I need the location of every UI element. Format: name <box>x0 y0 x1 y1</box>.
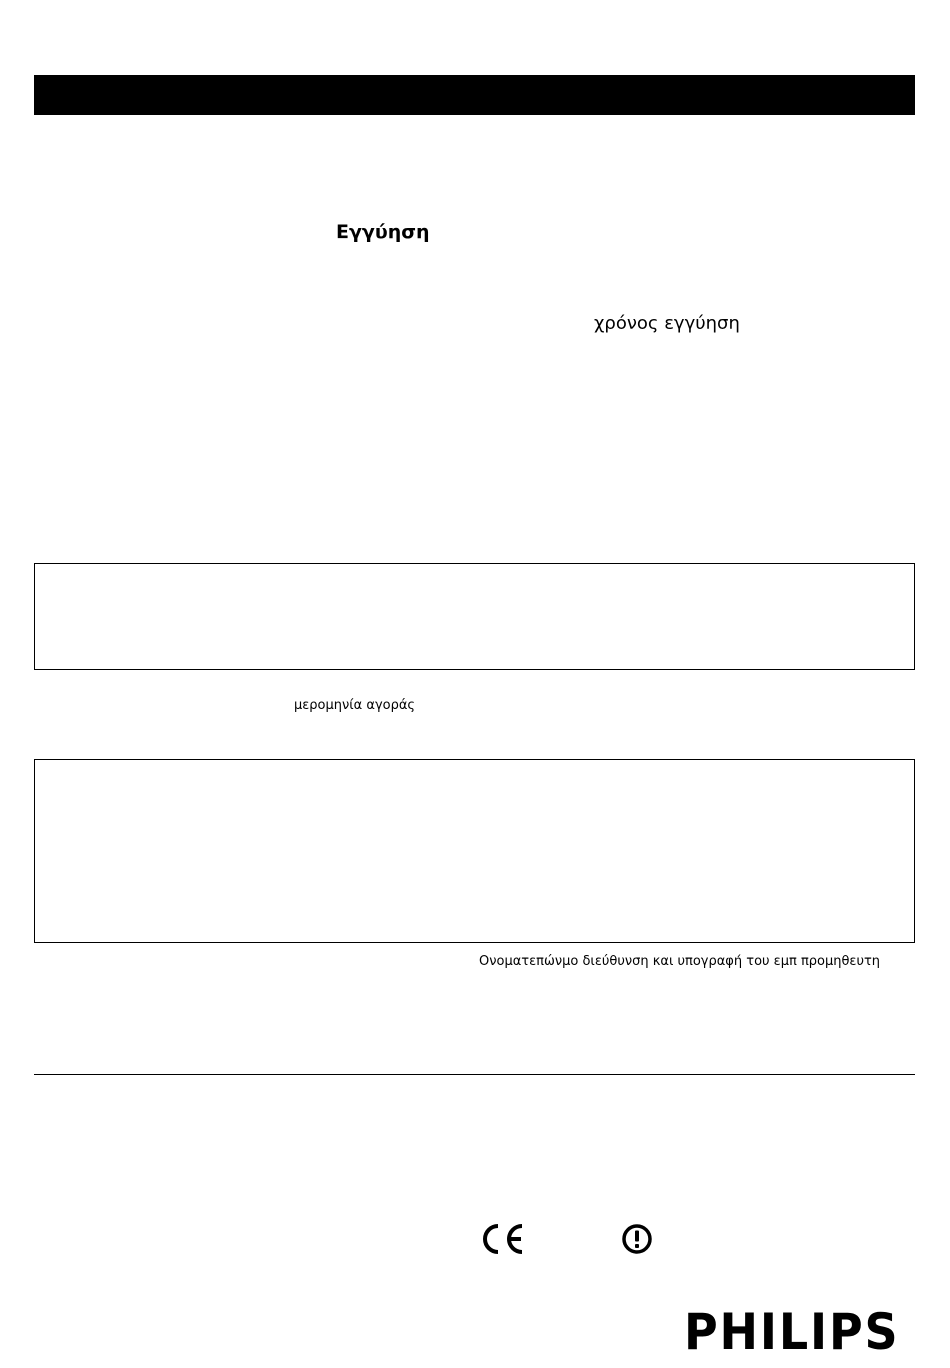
philips-logo: PHILIPS <box>684 1303 900 1361</box>
document-title: Εγγύηση <box>336 221 430 243</box>
dealer-signature-label: Ονοματεπώνμο διεύθυνση και υπογραφή του εμπ προμηθευτη <box>479 954 881 969</box>
purchase-date-label: μερομηνία αγοράς <box>294 698 416 713</box>
divider-line <box>34 1074 915 1075</box>
header-bar <box>34 75 915 115</box>
product-details-box <box>34 563 915 670</box>
dealer-stamp-box <box>34 759 915 943</box>
document-subtitle: χρόνος εγγύηση <box>594 313 740 334</box>
exclamation-circle-icon <box>621 1223 653 1255</box>
ce-mark-icon <box>480 1222 526 1256</box>
